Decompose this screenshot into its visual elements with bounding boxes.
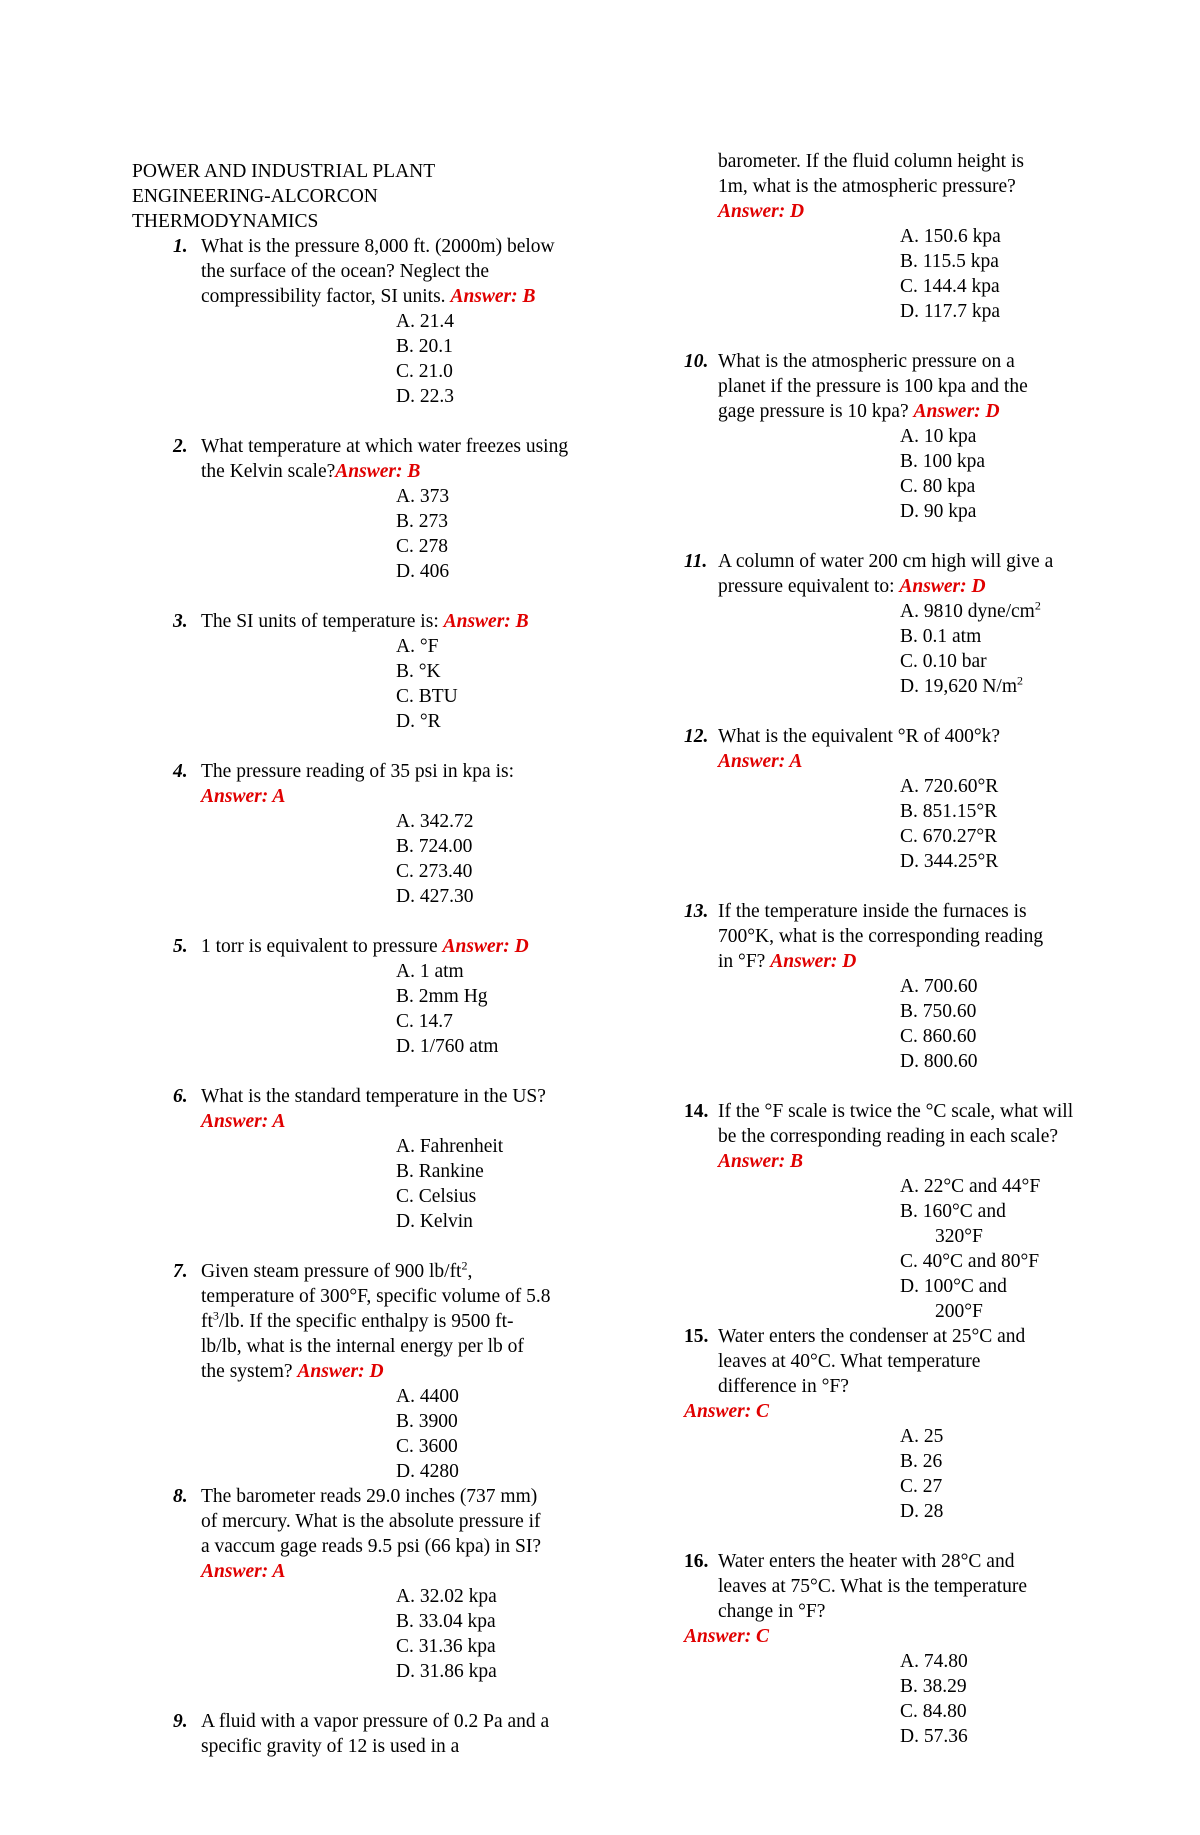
- option-d: D. 1/760 atm: [396, 1036, 499, 1057]
- answer-key: Answer: B: [443, 611, 529, 632]
- answer-key: Answer: D: [442, 936, 529, 957]
- answer-key: Answer: C: [684, 1401, 770, 1422]
- superscript: 2: [1034, 598, 1041, 613]
- option-d: D. 22.3: [396, 386, 454, 407]
- question-number: 4.: [173, 761, 188, 782]
- question-number: 13.: [684, 901, 709, 922]
- options-list: [718, 224, 1084, 324]
- option-c: C. 144.4 kpa: [900, 276, 1000, 297]
- answer-key: Answer: B: [335, 461, 421, 482]
- options-list: [173, 809, 572, 909]
- option-c: C. Celsius: [396, 1186, 477, 1207]
- question-number: 10.: [684, 351, 709, 372]
- option-d: D. 117.7 kpa: [900, 301, 1001, 322]
- question-number: 9.: [173, 1711, 188, 1732]
- option-a: A. 720.60°R: [900, 776, 999, 797]
- options-list: [173, 634, 572, 734]
- option-c: C. 84.80: [900, 1701, 967, 1722]
- option-c: C. 860.60: [900, 1026, 977, 1047]
- option-d: D. 90 kpa: [900, 501, 977, 522]
- question-text: 1 torr is equivalent to pressure: [201, 936, 438, 957]
- question-number: 3.: [173, 611, 188, 632]
- option-a: A. 21.4: [396, 311, 454, 332]
- question-1: [132, 234, 572, 409]
- option-c: C. BTU: [396, 686, 458, 707]
- question-15: [684, 1324, 1084, 1524]
- doc-title-line-3: THERMODYNAMICS: [132, 211, 319, 232]
- option-c: C. 31.36 kpa: [396, 1636, 496, 1657]
- option-c: C. 0.10 bar: [900, 651, 987, 672]
- option-b: B. 2mm Hg: [396, 986, 488, 1007]
- option-b: B. 273: [396, 511, 449, 532]
- answer-key: Answer: B: [450, 286, 536, 307]
- option-b: B. 115.5 kpa: [900, 251, 999, 272]
- option-d: D. Kelvin: [396, 1211, 473, 1232]
- answer-key: Answer: A: [201, 1561, 286, 1582]
- answer-key: Answer: B: [718, 1151, 804, 1172]
- answer-key: Answer: D: [297, 1361, 384, 1382]
- option-a: A. 25: [900, 1426, 944, 1447]
- options-list: [173, 484, 572, 584]
- question-9: [132, 1709, 572, 1759]
- question-text: The barometer reads 29.0 inches (737 mm) of mercury. What is the absolute pressure if a vaccum gage reads 9.5 psi (66 kpa) in SI?: [201, 1486, 542, 1557]
- option-d: D. 100°C and: [900, 1276, 1007, 1297]
- answer-key: Answer: A: [201, 1111, 286, 1132]
- question-12: [684, 724, 1084, 874]
- option-d: D. 28: [900, 1501, 944, 1522]
- option-c: C. 670.27°R: [900, 826, 998, 847]
- question-number: 8.: [173, 1486, 188, 1507]
- question-text: A column of water 200 cm high will give a pressure equivalent to:: [718, 551, 1054, 597]
- option-b: B. 724.00: [396, 836, 473, 857]
- options-list: [684, 1649, 1084, 1749]
- question-text: The pressure reading of 35 psi in kpa is:: [201, 761, 515, 782]
- question-text: The SI units of temperature is:: [201, 611, 439, 632]
- answer-key: Answer: D: [770, 951, 857, 972]
- option-a: A. 9810 dyne/$cm^2$: [900, 598, 1041, 622]
- option-c: C. 80 kpa: [900, 476, 976, 497]
- option-a: A. 10 kpa: [900, 426, 977, 447]
- question-2: [132, 434, 572, 584]
- question-number: 5.: [173, 936, 188, 957]
- option-a: A. 74.80: [900, 1651, 968, 1672]
- option-a: A. Fahrenheit: [396, 1136, 504, 1157]
- option-b: B. 38.29: [900, 1676, 967, 1697]
- options-list: [684, 774, 1084, 874]
- option-b: B. 0.1 atm: [900, 626, 982, 647]
- question-text: What is the standard temperature in the US?: [201, 1086, 546, 1107]
- question-text: What is the equivalent °R of 400°k?: [718, 726, 1001, 747]
- option-a: A. °F: [396, 636, 439, 657]
- option-d: D. °R: [396, 711, 441, 732]
- question-number: 11.: [684, 551, 708, 572]
- question-16: [684, 1549, 1084, 1749]
- option-a: A. 150.6 kpa: [900, 226, 1001, 247]
- question-text: If the temperature inside the furnaces is 700°K, what is the corresponding reading in °F?: [718, 901, 1044, 972]
- question-text: A fluid with a vapor pressure of 0.2 Pa and a specific gravity of 12 is used in a: [201, 1711, 550, 1757]
- option-d: D. 427.30: [396, 886, 474, 907]
- option-a: A. 1 atm: [396, 961, 464, 982]
- options-list: [173, 1384, 572, 1484]
- options-list: [684, 1174, 1084, 1324]
- option-a: A. 700.60: [900, 976, 978, 997]
- question-4: [132, 759, 572, 909]
- option-c: C. 278: [396, 536, 449, 557]
- options-list: [173, 1134, 572, 1234]
- options-list: [173, 959, 572, 1059]
- question-text-part-1: Given steam pressure of 900 lb/ft: [201, 1261, 462, 1282]
- question-number: 15.: [684, 1326, 709, 1347]
- question-6: [132, 1084, 572, 1234]
- question-text: What temperature at which water freezes using the Kelvin scale?: [201, 436, 569, 482]
- answer-key: Answer: A: [718, 751, 803, 772]
- options-list: [684, 1424, 1084, 1524]
- superscript: 3: [212, 1308, 219, 1323]
- question-text: What is the atmospheric pressure on a planet if the pressure is 100 kpa and the gage pressure is 10 kpa?: [718, 351, 1028, 422]
- option-a: A. 22°C and 44°F: [900, 1176, 1041, 1197]
- option-a: A. 342.72: [396, 811, 474, 832]
- option-b: B. 3900: [396, 1411, 458, 1432]
- option-b: B. Rankine: [396, 1161, 484, 1182]
- option-c: C. 40°C and 80°F: [900, 1251, 1040, 1272]
- option-b: B. 100 kpa: [900, 451, 986, 472]
- question-11: [684, 549, 1084, 699]
- answer-key: Answer: D: [899, 576, 986, 597]
- question-number: 6.: [173, 1086, 188, 1107]
- question-number: 1.: [173, 236, 188, 257]
- question-number: 12.: [684, 726, 709, 747]
- option-d: D. 57.36: [900, 1726, 968, 1747]
- doc-title-line-2: ENGINEERING-ALCORCON: [132, 186, 378, 207]
- question-text: What is the pressure 8,000 ft. (2000m) below the surface of the ocean? Neglect the compressibility factor, SI units.: [201, 236, 555, 307]
- option-b-continued: 320°F: [935, 1226, 983, 1247]
- option-d: D. 31.86 kpa: [396, 1661, 497, 1682]
- option-d: D. 4280: [396, 1461, 459, 1482]
- question-number: 7.: [173, 1261, 188, 1282]
- question-text-part-3: /lb. If the specific enthalpy is 9500 ft-lb/lb, what is the internal energy per lb of the system?: [201, 1311, 524, 1382]
- right-column: [684, 149, 1084, 1749]
- options-list: [684, 599, 1084, 699]
- option-c: C. 3600: [396, 1436, 458, 1457]
- question-9-continued: [684, 149, 1084, 324]
- question-number: 14.: [684, 1101, 709, 1122]
- answer-key: Answer: D: [718, 201, 805, 222]
- option-b: B. 851.15°R: [900, 801, 998, 822]
- option-d: D. 19,620 $N/m^2$: [900, 673, 1023, 697]
- question-number: 2.: [173, 436, 188, 457]
- question-text-continued: barometer. If the fluid column height is 1m, what is the atmospheric pressure?: [718, 151, 1024, 197]
- doc-title-line-1: POWER AND INDUSTRIAL PLANT: [132, 161, 436, 182]
- question-7: [132, 1259, 572, 1484]
- option-d-continued: 200°F: [935, 1301, 983, 1322]
- option-b: B. °K: [396, 661, 441, 682]
- question-10: [684, 349, 1084, 524]
- option-b: B. 20.1: [396, 336, 453, 357]
- superscript: 2: [461, 1258, 468, 1273]
- option-b: B. 26: [900, 1451, 943, 1472]
- question-text: Water enters the condenser at 25°C and leaves at 40°C. What temperature difference in °F?: [718, 1326, 1026, 1397]
- question-13: [684, 899, 1084, 1074]
- question-5: [132, 934, 572, 1059]
- question-text: Water enters the heater with 28°C and leaves at 75°C. What is the temperature change in °F?: [718, 1551, 1028, 1622]
- options-list: [173, 309, 572, 409]
- left-column: [132, 159, 572, 1759]
- question-8: [132, 1484, 572, 1684]
- option-c: C. 21.0: [396, 361, 453, 382]
- superscript: 2: [1017, 673, 1023, 688]
- option-b: B. 160°C and: [900, 1201, 1006, 1222]
- option-c: C. 14.7: [396, 1011, 453, 1032]
- question-3: [132, 609, 572, 734]
- answer-key: Answer: D: [913, 401, 1000, 422]
- question-number: 16.: [684, 1551, 709, 1572]
- options-list: [173, 1584, 572, 1684]
- option-a: A. 32.02 kpa: [396, 1586, 497, 1607]
- option-b: B. 750.60: [900, 1001, 977, 1022]
- question-text-part-2: , temperature of 300°F, specific volume of 5.8 ft: [201, 1261, 551, 1332]
- option-a: A. 373: [396, 486, 450, 507]
- option-d: D. 800.60: [900, 1051, 978, 1072]
- option-c: C. 27: [900, 1476, 943, 1497]
- option-a: A. 4400: [396, 1386, 459, 1407]
- option-d: D. 344.25°R: [900, 851, 999, 872]
- options-list: [684, 974, 1084, 1074]
- answer-key: Answer: C: [684, 1626, 770, 1647]
- answer-key: Answer: A: [201, 786, 286, 807]
- option-c: C. 273.40: [396, 861, 473, 882]
- option-d: D. 406: [396, 561, 450, 582]
- question-text: If the °F scale is twice the °C scale, what will be the corresponding reading in each scale?: [718, 1101, 1074, 1147]
- option-b: B. 33.04 kpa: [396, 1611, 496, 1632]
- options-list: [684, 424, 1084, 524]
- question-14: [684, 1099, 1084, 1324]
